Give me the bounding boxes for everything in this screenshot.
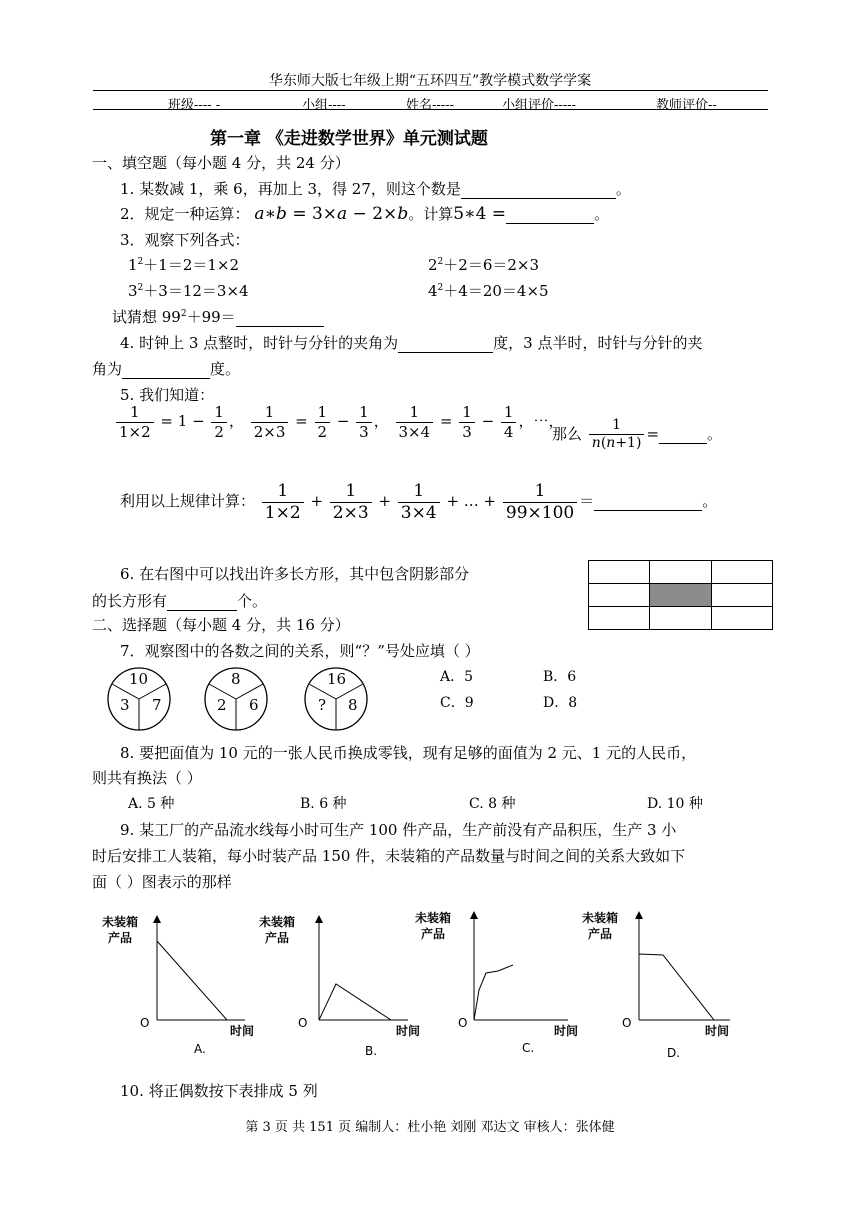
q3-guess-text: 试猜想 99 bbox=[112, 308, 181, 326]
q4-text-b: 度，3 点半时，时针与分针的夹 bbox=[493, 334, 703, 352]
q5-use-text: 利用以上规律计算： bbox=[120, 492, 256, 511]
graph-a-xlabel: 时间 bbox=[230, 1024, 255, 1038]
q3-heading: 3．观察下列各式： bbox=[120, 231, 250, 249]
graph-b-xlabel: 时间 bbox=[396, 1024, 421, 1038]
header-rule-top bbox=[93, 90, 768, 91]
circle-2-top: 8 bbox=[231, 670, 241, 688]
graph-d-ylabel-1: 未装箱 bbox=[582, 911, 619, 925]
circle-1-right: 7 bbox=[152, 696, 162, 714]
q8-text-a: 8. 要把面值为 10 元的一张人民币换成零钱，现有足够的面值为 2 元、1 元的人民币， bbox=[120, 744, 697, 762]
q4-blank-1 bbox=[398, 334, 493, 353]
q2-mid: 。计算 bbox=[408, 205, 454, 223]
q3-guess: 试猜想 $99^2+99=$ bbox=[112, 306, 324, 327]
graph-c-ylabel-1: 未装箱 bbox=[415, 911, 452, 925]
q7-option-a: A．5 bbox=[440, 669, 474, 685]
chapter-title: 第一章 《走进数学世界》单元测试题 bbox=[210, 129, 488, 149]
graph-b-origin: O bbox=[298, 1016, 308, 1030]
circle-2-right: 6 bbox=[249, 696, 259, 714]
graph-d bbox=[582, 910, 730, 1060]
q6-text-b: 的长方形有 bbox=[92, 592, 168, 610]
graph-b-ylabel-2: 产品 bbox=[265, 931, 290, 945]
q8-option-c: C. 8 种 bbox=[469, 796, 516, 812]
section2-heading: 二、选择题（每小题 4 分，共 16 分） bbox=[92, 616, 350, 634]
page-footer: 第 3 页 共 151 页 编制人：杜小艳 刘刚 邓达文 审核人：张体健 bbox=[245, 1120, 615, 1135]
q9-graphs bbox=[90, 905, 750, 1065]
q6-text-a: 6. 在右图中可以找出许多长方形，其中包含阴影部分 bbox=[120, 565, 470, 583]
header-rule-bottom bbox=[93, 109, 768, 110]
q7-option-c: C．9 bbox=[440, 695, 474, 711]
q3-eq-4: $4^2+4=20=4\times 5$ bbox=[428, 282, 549, 300]
header-title: 华东师大版七年级上期“五环四互”教学模式数学学案 bbox=[268, 73, 592, 89]
q9-text-c: 面（ ）图表示的那样 bbox=[92, 873, 232, 891]
class-label: 班级---- - bbox=[168, 98, 221, 113]
q7-text: 7．观察图中的各数之间的关系，则“？”号处应填（ ） bbox=[120, 642, 480, 660]
group-eval-label: 小组评价----- bbox=[502, 98, 576, 113]
q2-expression: 5∗4 = bbox=[453, 204, 507, 224]
q5-then-text: 那么 bbox=[552, 424, 583, 443]
graph-b-ylabel-1: 未装箱 bbox=[259, 915, 296, 929]
circle-3-top: 16 bbox=[327, 670, 347, 688]
q10-text: 10. 将正偶数按下表排成 5 列 bbox=[120, 1082, 318, 1100]
graph-d-xlabel: 时间 bbox=[705, 1024, 730, 1038]
graph-a bbox=[102, 914, 254, 1056]
q1-blank bbox=[461, 180, 616, 199]
q1-text: 1. 某数减 1，乘 6，再加上 3，得 27，则这个数是 bbox=[120, 180, 461, 198]
graph-d-origin: O bbox=[622, 1016, 632, 1030]
q2-prefix: 2．规定一种运算： bbox=[120, 205, 250, 223]
name-label: 姓名----- bbox=[406, 98, 454, 113]
graph-a-label: A. bbox=[194, 1042, 206, 1056]
graph-c-label: C. bbox=[522, 1041, 535, 1055]
circle-2-left: 2 bbox=[217, 696, 227, 714]
graph-d-label: D. bbox=[667, 1046, 681, 1060]
q3-eq-2: $2^2+2=6=2\times 3$ bbox=[428, 256, 540, 274]
circle-3-left: ? bbox=[318, 696, 327, 714]
graph-a-origin: O bbox=[140, 1016, 150, 1030]
q5-blank-2 bbox=[594, 492, 702, 511]
graph-a-ylabel-2: 产品 bbox=[108, 931, 133, 945]
q8-option-d: D. 10 种 bbox=[647, 796, 703, 812]
graph-c-xlabel: 时间 bbox=[554, 1024, 579, 1038]
rectangle-grid bbox=[588, 560, 773, 630]
graph-c bbox=[415, 910, 578, 1055]
circle-1-left: 3 bbox=[120, 696, 130, 714]
graph-c-origin: O bbox=[458, 1016, 468, 1030]
graph-d-ylabel-2: 产品 bbox=[588, 927, 613, 941]
q4-text-a: 4. 时钟上 3 点整时，时针与分针的夹角为 bbox=[120, 334, 399, 352]
question-4b bbox=[92, 358, 240, 379]
q5-series: $\frac{1}{1\times 2}$ = 1 − $\frac{1}{2}$ ， $\frac{1}{2\times 3}$ = $\frac{1}{2}$ − $\frac{1}{3}$ ， $\frac{1}{3\times 4}$ = $\frac{1}{3}$ − $\frac{1}{4}$ ，⋯， bbox=[114, 404, 563, 440]
shaded-cell bbox=[650, 584, 711, 607]
q5-compute: 利用以上规律计算： $\frac{1}{1\times 2}$ + $\frac{1}{2\times 3}$ + $\frac{1}{3\times 4}$ + … + $\frac{1}{99\times 100}$ ＝ 。 bbox=[120, 481, 718, 523]
q9-text-a: 9. 某工厂的产品流水线每小时可生产 100 件产品，生产前没有产品积压，生产 3 小 bbox=[120, 821, 677, 839]
q5-blank-1 bbox=[659, 425, 707, 444]
q5-heading: 5. 我们知道： bbox=[120, 386, 215, 404]
q3-blank bbox=[236, 308, 324, 327]
question-4a bbox=[120, 332, 703, 353]
question-6b bbox=[92, 590, 267, 611]
q4-text-d: 度。 bbox=[210, 360, 241, 378]
q2-blank bbox=[506, 205, 594, 224]
teacher-eval-label: 教师评价-- bbox=[656, 98, 717, 113]
section1-heading: 一、填空题（每小题 4 分，共 24 分） bbox=[92, 154, 350, 172]
q4-text-c: 角为 bbox=[92, 360, 123, 378]
q5-then: 那么 $\frac{1}{n(n+1)}$ = 。 bbox=[552, 417, 723, 452]
graph-a-ylabel-1: 未装箱 bbox=[102, 915, 139, 929]
q3-eq-3: $3^2+3=12=3\times 4$ bbox=[128, 282, 249, 300]
graph-b bbox=[259, 914, 420, 1058]
group-label: 小组---- bbox=[302, 98, 346, 113]
q3-eq-1: $1^2+1=2=1\times 2$ bbox=[128, 256, 240, 274]
q4-blank-2 bbox=[122, 360, 210, 379]
q6-text-c: 个。 bbox=[237, 592, 268, 610]
circle-3-right: 8 bbox=[348, 696, 358, 714]
q9-text-b: 时后安排工人装箱，每小时装产品 150 件，未装箱的产品数量与时间之间的关系大致如下 bbox=[92, 847, 686, 865]
graph-c-ylabel-2: 产品 bbox=[421, 927, 446, 941]
q7-option-b: B．6 bbox=[543, 669, 577, 685]
circle-1-top: 10 bbox=[129, 670, 149, 688]
q8-option-b: B. 6 种 bbox=[300, 796, 347, 812]
graph-b-label: B. bbox=[365, 1044, 378, 1058]
question-2: 2．规定一种运算： a∗b = 3×a − 2×b。计算5∗4 = 。 bbox=[120, 204, 610, 224]
question-1: 1. 某数减 1，乘 6，再加上 3，得 27，则这个数是 。 bbox=[120, 180, 631, 198]
q7-option-d: D．8 bbox=[543, 695, 578, 711]
q8-text-b: 则共有换法（ ） bbox=[92, 769, 202, 787]
q6-blank bbox=[167, 592, 237, 611]
q2-operation: a∗b = 3×a − 2×b bbox=[254, 204, 409, 224]
q8-option-a: A. 5 种 bbox=[128, 796, 175, 812]
